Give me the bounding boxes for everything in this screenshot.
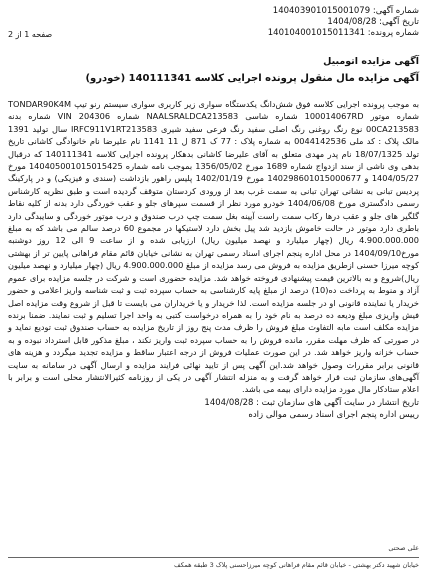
notice-header xyxy=(8,6,419,50)
page-footer xyxy=(8,543,419,570)
page-indicator: صفحه 1 از 2 xyxy=(8,30,53,39)
publish-date: تاریخ انتشار در سایت آگهی های سازمان ثبت : 1404/08/28 xyxy=(204,397,419,408)
notice-meta xyxy=(268,6,419,39)
footer-signer: علی صحتی xyxy=(388,544,419,552)
notice-body: به موجب پرونده اجرایی کلاسه فوق شش‌دانگ یکدستگاه سواری زیر کاربری سواری سیستم رنو تیپ TONDAR90K4M شماره موتور 100014067RD شماره شاسی NAALSRALDCA213583 شماره VIN 204306 شماره بدنه 00CA213583 نوع رنگ روغنی رنگ اصلی سفید رنگ فرعی سفید شیری IRFC911V1RT213583 سال تولید 1391 مالک پلاک : کد ملی 0044142536 به شماره پلاک : 77 ک 871 ل 11 1141 نام علیرضا نام خانوادگی کاشانی تاریخ تولد 18/07/1325 نام پدر مهدی متعلق به آقای علیرضا کاشانی بدهکار پرونده اجرایی کلاسه 140111341 که درقبال بدهی وی ناشی از سند ازدواج شماره 1689 مورخ 1356/05/02 بموجب نامه شماره 140405001015015425 مورخ 1404/05/27 و 140298601015000677 مورخ 1402/01/19 پلیس راهور بازداشت (سندی و فیزیکی) و در پارکینگ پردیس تبانی به نشانی تهران تبانی به سمت غرب بعد از ورودی کردستان متوقف گردیده است و طبق نظریه کارشناس رسمی دادگستری مورخ 1404/06/08 خودرو مورد نظر از قسمت سپرهای جلو و عقب خوردگی دارد بدنه از کلیه نقاط گلگیر های جلو و عقب درها رکاب سمت راست آیینه بغل سمت چپ درب صندوق و درب موتور خوردگی و سایبدگی دارد باطری دارد موتور در حالت خاموش بازدید شد پیل بخش دارد لاستیکها در مجموع 60 درصد سالم می باشد که به مبلغ 4.900.000.000 ریال (چهار میلیارد و نهصد میلیون ریال) ارزیابی شده و از ساعت 9 الی 12 روز دوشنبه مورخ1404/09/10 در محل اداره پنجم اجرای اسناد رسمی تهران به نشانی خیابان قائم مقام فراهانی پایین تر از بهشتی کوچه میرزا حسنی ازطریق مزایده به فروش می رسد مزایده از مبلغ 4.900.000.000 ریال (چهار میلیارد و نهصد میلیون ریال)شروع و به بالاترین قیمت پیشنهادی فروخته خواهد شد. مزایده حضوری است و شرکت در جلسه مزایده برای عموم آزاد و منوط به پرداخت ده(10) درصد از مبلغ پایه کارشناسی به حساب سپرده ثبت و ثبت شناسه واریز اعلامی و حضور خریدار یا نماینده قانونی او در جلسه مزایده است. لذا خریدار و یا خریداران می بایست تا قبل از شروع وقت مزایده اصل فیش واریزی مبلغ ودیعه ده درصد به نام خود را به همراه درخواست کتبی به واحد اجرا تسلیم و ثبت نمایند. ضمنا برنده مزایده مکلف است مابه التفاوت مبلغ فروش را ظرف مدت پنج روز از تاریخ مزایده به حساب صندوق ثبت تودیع نماید و در صورتی که ظرف مهلت مقرر، مانده فروش را به حساب سپرده ثبت واریز نکند ، مبلغ مذکور قابل استرداد نبوده و به حساب خزانه واریز خواهد شد. در این صورت عملیات فروش از درجه اعتبار ساقط و مزایده تجدید میگردد و هزینه های قانونی برابر مقررات وصول خواهد شد.این آگهی پس از تایید نهائی فرایند مزایده و ارسال آگهی در سامانه به سایت آگهی‌های سازمان ثبت قرار خواهد گرفت و به منزله انتشار آگهی در یکی از روزنامه کثیرالانتشار محلی است و برابر با اعلام ستادکار مال مورد مزایده دارای بیمه می باشد. xyxy=(8,99,420,395)
notice-date: تاریخ آگهی: 1404/08/28 xyxy=(327,17,419,27)
case-number: شماره پرونده: 140104001015011341 xyxy=(267,28,419,38)
footer-address: خیابان شهید دکتر بهشتی - خیابان قائم مقام فراهانی کوچه میرزاحسنی پلاک 3 طبقه همکف xyxy=(174,561,419,569)
notice-title: آگهی مزایده مال منقول پرونده اجرایی کلاسه 140111341 (خودرو) xyxy=(85,73,419,84)
notice-subtitle: آگهی مزایده اتومبیل xyxy=(323,56,419,67)
signature-line: رییس اداره پنجم اجرای اسناد رسمی موالی زاده xyxy=(248,409,419,420)
footer-address-line xyxy=(8,557,419,570)
notice-number: شماره آگهی: 140403901015001079 xyxy=(272,6,419,16)
